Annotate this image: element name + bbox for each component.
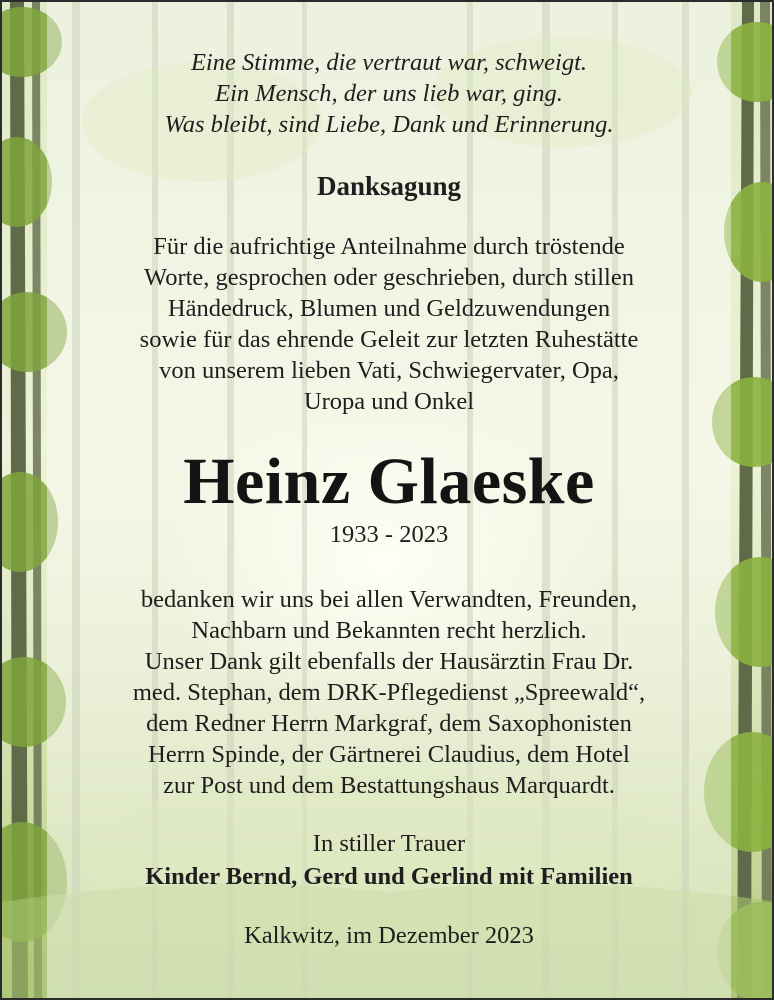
poem-line: Eine Stimme, die vertraut war, schweigt. bbox=[190, 49, 588, 76]
intro-line: Uropa und Onkel bbox=[303, 388, 475, 415]
intro-line: Für die aufrichtige Anteilnahme durch tröstende bbox=[153, 233, 625, 260]
obituary-text bbox=[47, 2, 731, 1000]
poem-line: Was bleibt, sind Liebe, Dank und Erinnerung. bbox=[164, 111, 614, 138]
thanks-line: Nachbarn und Bekannten recht herzlich. bbox=[191, 617, 587, 644]
thanks-line: med. Stephan, dem DRK-Pflegedienst „Spreewald“, bbox=[132, 679, 646, 706]
heading-danksagung: Danksagung bbox=[316, 171, 462, 201]
intro-line: Worte, gesprochen oder geschrieben, durch stillen bbox=[144, 264, 634, 291]
thanks-line: Herrn Spinde, der Gärtnerei Claudius, dem Hotel bbox=[148, 741, 630, 768]
poem-line: Ein Mensch, der uns lieb war, ging. bbox=[215, 80, 563, 107]
intro-line: von unserem lieben Vati, Schwiegervater, Opa, bbox=[159, 357, 619, 384]
place-date: Kalkwitz, im Dezember 2023 bbox=[244, 922, 534, 949]
life-dates: 1933 - 2023 bbox=[329, 521, 449, 548]
thanks-paragraph bbox=[47, 584, 731, 801]
thanks-line: Unser Dank gilt ebenfalls der Hausärztin Frau Dr. bbox=[144, 648, 634, 675]
poem bbox=[47, 47, 731, 140]
thanks-line: bedanken wir uns bei allen Verwandten, Freunden, bbox=[140, 586, 638, 613]
intro-line: Händedruck, Blumen und Geldzuwendungen bbox=[167, 295, 611, 322]
intro-line: sowie für das ehrende Geleit zur letzten Ruhestätte bbox=[139, 326, 639, 353]
thanks-line: zur Post und dem Bestattungshaus Marquardt. bbox=[163, 772, 615, 799]
family-names: Kinder Bernd, Gerd und Gerlind mit Familien bbox=[145, 863, 633, 890]
deceased-name: Heinz Glaeske bbox=[183, 445, 595, 518]
mourning-line: In stiller Trauer bbox=[312, 830, 466, 857]
thanks-line: dem Redner Herrn Markgraf, dem Saxophonisten bbox=[146, 710, 632, 737]
intro-paragraph bbox=[47, 231, 731, 417]
